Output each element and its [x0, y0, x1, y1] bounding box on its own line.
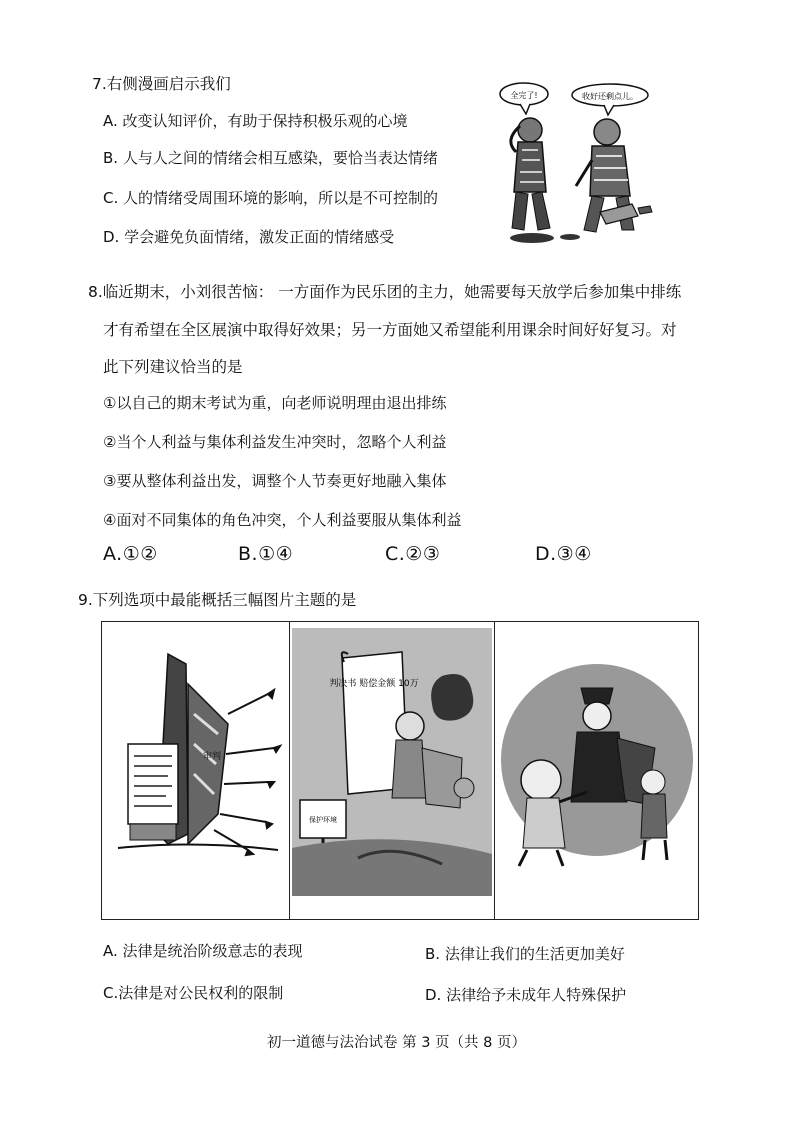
- q9-option-b: B. 法律让我们的生活更加美好: [425, 945, 625, 963]
- q7-stem: 7.右侧漫画启示我们: [92, 75, 231, 93]
- q8-statement-1: ①以自己的期末考试为重，向老师说明理由退出排练: [103, 394, 447, 412]
- table-divider: [289, 622, 290, 919]
- q8-stem-line-3: 此下列建议恰当的是: [103, 358, 243, 376]
- q9-picture-2: [292, 622, 492, 919]
- q7-option-d: D. 学会避免负面情绪，激发正面的情绪感受: [103, 228, 395, 246]
- q9-picture-1: [108, 622, 284, 919]
- q8-option-b: B.①④: [238, 543, 294, 565]
- page-footer: 初一道德与法治试卷 第 3 页（共 8 页）: [267, 1035, 526, 1051]
- q7-option-b: B. 人与人之间的情绪会相互感染，要恰当表达情绪: [103, 149, 438, 167]
- q9-picture-3: [497, 622, 697, 919]
- q7-cartoon-image: [492, 80, 668, 246]
- q9-option-d: D. 法律给予未成年人特殊保护: [425, 986, 627, 1004]
- table-divider: [494, 622, 495, 919]
- picture-1-sign-text: 审判: [203, 752, 222, 762]
- q9-option-a: A. 法律是统治阶级意志的表现: [103, 942, 303, 960]
- q9-option-c: C.法律是对公民权利的限制: [103, 984, 284, 1002]
- bubble-right-text: 收好还剩点儿。: [582, 92, 638, 101]
- q8-option-a: A.①②: [103, 543, 158, 565]
- q8-statement-3: ③要从整体利益出发，调整个人节奏更好地融入集体: [103, 472, 447, 490]
- q8-option-d: D.③④: [535, 543, 592, 565]
- q7-option-c: C. 人的情绪受周围环境的影响，所以是不可控制的: [103, 189, 439, 207]
- q8-stem-line-1: 8.临近期末，小刘很苦恼： 一方面作为民乐团的主力，她需要每天放学后参加集中排练: [88, 283, 682, 301]
- q8-option-c: C.②③: [385, 543, 441, 565]
- bubble-left-text: 全完了!: [510, 91, 538, 100]
- picture-2-sign-text: 保护环境: [309, 816, 337, 824]
- q8-statement-2: ②当个人利益与集体利益发生冲突时，忽略个人利益: [103, 433, 447, 451]
- q8-stem-line-2: 才有希望在全区展演中取得好效果；另一方面她又希望能利用课余时间好好复习。对: [103, 321, 677, 339]
- q8-statement-4: ④面对不同集体的角色冲突，个人利益要服从集体利益: [103, 511, 462, 529]
- picture-2-banner-text: 判决书 赔偿金额 10万: [329, 679, 419, 689]
- q7-option-a: A. 改变认知评价，有助于保持积极乐观的心境: [103, 112, 408, 130]
- q9-stem: 9.下列选项中最能概括三幅图片主题的是: [78, 591, 357, 609]
- q9-picture-table: [101, 621, 699, 920]
